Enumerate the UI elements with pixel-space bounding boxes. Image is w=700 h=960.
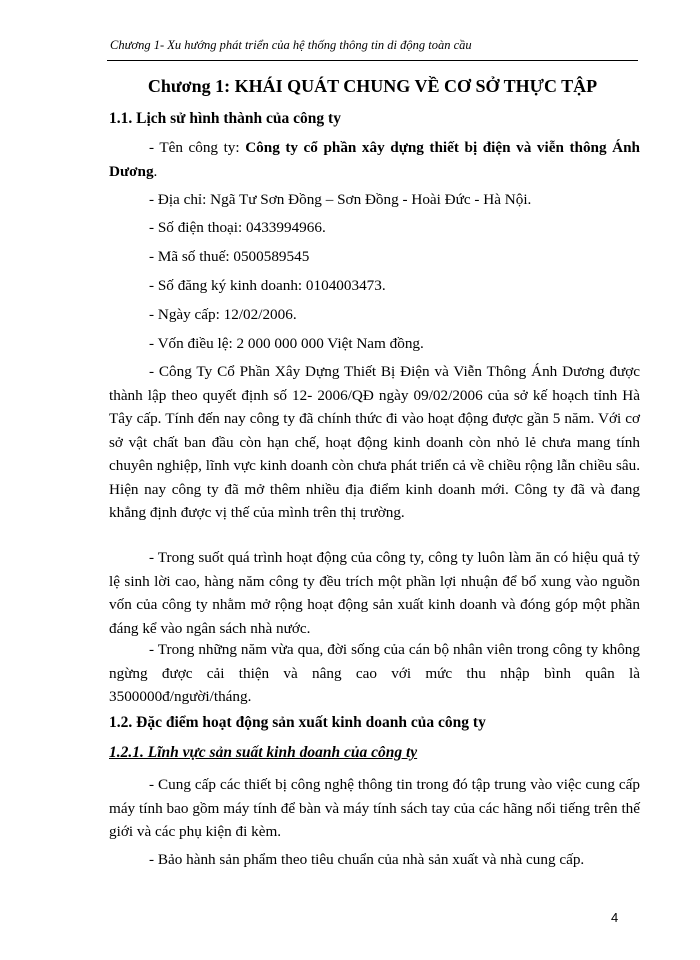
header-rule bbox=[107, 60, 638, 61]
profit-paragraph: - Trong suốt quá trình hoạt động của công ty, công ty luôn làm ăn có hiệu quả tỷ lệ sinh lời cao, hàng năm công ty đều trích một phần lợi nhuận để bổ xung vào nguồn vốn của công ty nhằm mở rộng hoạt động sản xuất kinh doanh và đóng góp một phần đáng kể vào ngân sách nhà nước. bbox=[109, 549, 640, 637]
supply-paragraph: - Cung cấp các thiết bị công nghệ thông tin trong đó tập trung vào việc cung cấp máy tính bao gồm máy tính để bàn và máy tính sách tay của các hãng nổi tiếng trên thế giới và các phụ kiện đi kèm. bbox=[109, 776, 640, 840]
page-number: 4 bbox=[611, 910, 619, 925]
issue-date-line: - Ngày cấp: 12/02/2006. bbox=[149, 306, 297, 323]
staff-paragraph: - Trong những năm vừa qua, đời sống của cán bộ nhân viên trong công ty không ngừng được cải thiện và nâng cao với mức thu nhập bình quân là 3500000đ/người/tháng. bbox=[109, 641, 640, 705]
section-1-1-heading: 1.1. Lịch sử hình thành của công ty bbox=[109, 110, 341, 127]
tax-code-line: - Mã số thuế: 0500589545 bbox=[149, 248, 310, 265]
warranty-paragraph: - Bảo hành sản phẩm theo tiêu chuẩn của nhà sản xuất và nhà cung cấp. bbox=[149, 851, 585, 868]
section-1-2-heading: 1.2. Đặc điểm hoạt động sản xuất kinh doanh của công ty bbox=[109, 714, 486, 731]
chapter-title: Chương 1: KHÁI QUÁT CHUNG VỀ CƠ SỞ THỰC TẬP bbox=[147, 76, 598, 96]
company-name-paragraph bbox=[109, 136, 640, 183]
company-name-period: . bbox=[153, 162, 158, 180]
company-name: Công ty cổ phần xây dựng thiết bị điện và viễn thông Ánh Dương bbox=[109, 139, 641, 180]
capital-line: - Vốn điều lệ: 2 000 000 000 Việt Nam đồng. bbox=[149, 335, 424, 352]
section-1-2-1-heading: 1.2.1. Lĩnh vực sản suất kinh doanh của công ty bbox=[109, 744, 418, 761]
address-line: - Địa chỉ: Ngã Tư Sơn Đồng – Sơn Đồng - Hoài Đức - Hà Nội. bbox=[149, 191, 532, 208]
running-header: Chương 1- Xu hướng phát triển của hệ thống thông tin di động toàn cầu bbox=[110, 38, 472, 52]
business-registration-line: - Số đăng ký kinh doanh: 0104003473. bbox=[149, 277, 386, 294]
phone-line: - Số điện thoại: 0433994966. bbox=[149, 219, 326, 236]
history-paragraph: - Công Ty Cổ Phần Xây Dựng Thiết Bị Điện và Viễn Thông Ánh Dương được thành lập theo quyết định số 12- 2006/QĐ ngày 09/02/2006 của sở kế hoạch tỉnh Hà Tây cấp. Tính đến nay công ty đã chính thức đi vào hoạt động được gần 5 năm. Với cơ sở vật chất ban đầu còn hạn chế, hoạt động kinh doanh còn nhỏ lẻ chưa mang tính chuyên nghiệp, lĩnh vực kinh doanh còn chưa phát triển cả về chiều rộng lẫn chiều sâu. Hiện nay công ty đã mở thêm nhiều địa điểm kinh doanh mới. Công ty đã và đang khẳng định được vị thế của mình trên thị trường. bbox=[109, 363, 640, 521]
company-name-label: - Tên công ty: bbox=[149, 139, 246, 156]
